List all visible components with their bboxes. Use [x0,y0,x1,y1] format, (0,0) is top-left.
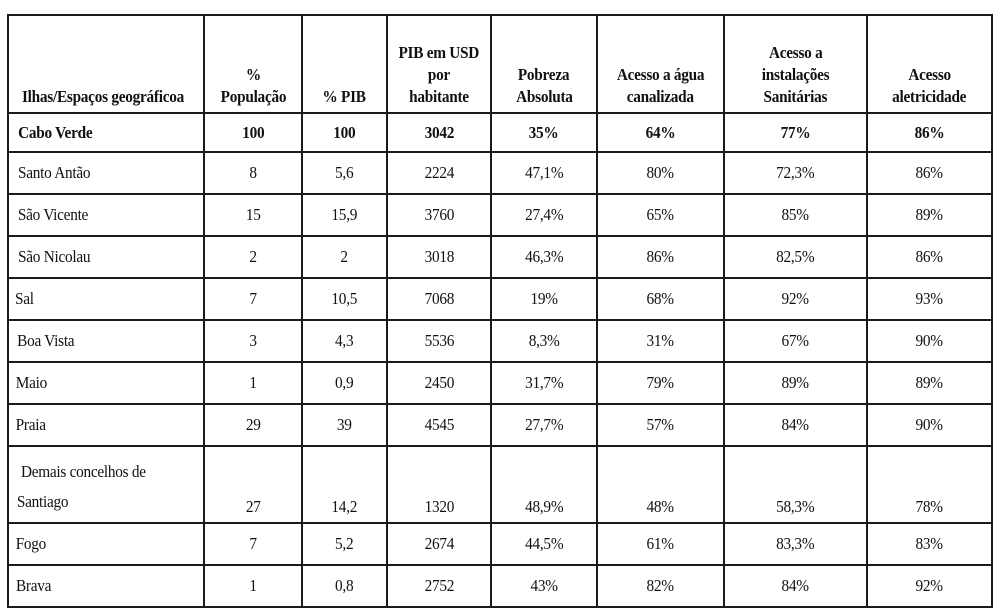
cell-absolute-poverty-text: 43% [530,576,558,595]
cell-island [8,194,204,236]
cell-water-access-text: 31% [646,331,675,350]
cell-electricity-access [867,113,992,152]
table-body [8,113,992,607]
cell-gdp-per-capita-text: 2450 [424,373,454,392]
cell-electricity-access [867,523,992,565]
cell-absolute-poverty [491,278,597,320]
cell-sanitation-access [724,113,867,152]
cell-electricity-access [867,236,992,278]
cell-water-access [597,446,724,523]
cell-island-line: Santiago [16,492,69,511]
cell-gdp-pct-text: 10,5 [331,289,358,308]
cell-island-text: Boa Vista [17,331,75,350]
table-row [8,404,992,446]
cell-gdp-per-capita [387,278,491,320]
cell-absolute-poverty [491,362,597,404]
island-statistics-table [7,14,993,608]
header-water-access [597,15,724,113]
cell-sanitation-access-text: 67% [781,331,810,350]
header-absolute-poverty-line: Absoluta [515,87,573,106]
cell-gdp-pct [302,152,387,194]
cell-island [8,113,204,152]
cell-sanitation-access [724,362,867,404]
cell-water-access-text: 79% [646,373,675,392]
cell-island-text: Praia [15,415,46,434]
cell-population-pct [204,113,302,152]
cell-sanitation-access [724,446,867,523]
cell-sanitation-access-text: 77% [780,122,811,142]
cell-sanitation-access-text: 84% [781,415,810,434]
cell-water-access-text: 64% [645,122,676,142]
header-sanitation-access [724,15,867,113]
cell-gdp-pct [302,404,387,446]
cell-island [8,236,204,278]
cell-water-access-text: 68% [646,289,675,308]
cell-sanitation-access [724,320,867,362]
cell-island [8,523,204,565]
cell-gdp-pct-text: 14,2 [331,497,358,516]
cell-gdp-pct-text: 15,9 [331,205,358,224]
table-row [8,194,992,236]
cell-gdp-per-capita-text: 2674 [424,534,454,553]
cell-population-pct-text: 29 [245,415,261,434]
cell-population-pct [204,362,302,404]
cell-electricity-access-text: 92% [915,576,944,595]
cell-water-access [597,113,724,152]
header-island [8,15,204,113]
cell-island-text: São Vicente [17,205,89,224]
cell-absolute-poverty [491,113,597,152]
cell-gdp-pct-text: 4,3 [335,331,354,350]
cell-sanitation-access-text: 82,5% [776,247,815,266]
cell-gdp-pct [302,362,387,404]
cell-electricity-access [867,446,992,523]
cell-absolute-poverty [491,565,597,607]
cell-electricity-access [867,320,992,362]
cell-sanitation-access-text: 85% [781,205,810,224]
cell-island [8,404,204,446]
cell-gdp-pct-text: 2 [340,247,349,266]
cell-absolute-poverty [491,236,597,278]
cell-sanitation-access [724,278,867,320]
cell-island-text: Fogo [15,534,47,553]
cell-sanitation-access-text: 83,3% [776,534,815,553]
cell-electricity-access-text: 78% [915,497,944,516]
table-row [8,523,992,565]
cell-population-pct-text: 27 [245,497,261,516]
header-gdp-pct-line: % PIB [322,87,367,106]
cell-island-text: Cabo Verde [18,122,93,142]
cell-island [8,278,204,320]
table-row [8,446,992,523]
cell-water-access [597,320,724,362]
cell-absolute-poverty-text: 27,7% [524,415,564,434]
cell-electricity-access-text: 89% [915,205,944,224]
header-absolute-poverty-line: Pobreza [518,65,570,84]
header-population-pct [204,15,302,113]
cell-sanitation-access-text: 72,3% [776,163,815,182]
data-table-container [7,14,991,608]
cell-water-access-text: 80% [646,163,675,182]
cell-population-pct [204,236,302,278]
cell-gdp-pct-text: 39 [337,415,352,434]
cell-population-pct-text: 1 [249,576,257,595]
cell-gdp-per-capita [387,152,491,194]
cell-island-line: Demais concelhos de [20,462,146,481]
cell-electricity-access-text: 86% [914,122,945,142]
cell-absolute-poverty-text: 47,1% [524,163,564,182]
cell-electricity-access [867,194,992,236]
cell-gdp-per-capita [387,236,491,278]
cell-absolute-poverty-text: 48,9% [524,497,564,516]
cell-island-text: Sal [15,289,34,308]
cell-water-access [597,194,724,236]
cell-sanitation-access-text: 58,3% [776,497,815,516]
cell-absolute-poverty [491,404,597,446]
cell-electricity-access-text: 90% [915,331,944,350]
cell-absolute-poverty-text: 19% [530,289,558,308]
cell-sanitation-access-text: 89% [781,373,810,392]
cell-electricity-access-text: 89% [915,373,944,392]
header-water-access-line: Acesso a água [616,65,705,84]
cell-absolute-poverty [491,523,597,565]
cell-electricity-access [867,404,992,446]
cell-gdp-pct-text: 0,8 [335,576,354,595]
header-gdp-per-capita-line: por habitante [409,65,469,106]
header-water-access-line: canalizada [626,87,694,106]
cell-gdp-pct [302,278,387,320]
cell-water-access-text: 57% [646,415,675,434]
cell-electricity-access [867,278,992,320]
cell-water-access-text: 86% [646,247,675,266]
cell-absolute-poverty-text: 27,4% [524,205,564,224]
cell-island [8,446,204,523]
table-row [8,236,992,278]
cell-population-pct [204,523,302,565]
cell-gdp-per-capita [387,362,491,404]
header-gdp-per-capita-line: PIB em USD [398,43,480,62]
cell-island-text: Maio [15,373,47,392]
cell-island-text: Brava [15,576,52,595]
cell-absolute-poverty-text: 35% [529,122,559,142]
cell-absolute-poverty [491,446,597,523]
cell-gdp-pct [302,194,387,236]
cell-absolute-poverty [491,320,597,362]
cell-gdp-per-capita-text: 3760 [424,205,454,224]
cell-gdp-pct-text: 5,2 [335,534,354,553]
header-electricity-access-line: Acesso [908,65,951,84]
cell-population-pct-text: 15 [245,205,261,224]
cell-sanitation-access [724,565,867,607]
header-gdp-per-capita [387,15,491,113]
cell-absolute-poverty [491,194,597,236]
cell-gdp-per-capita [387,404,491,446]
cell-water-access [597,152,724,194]
cell-island-text: São Nicolau [18,247,91,266]
cell-water-access [597,278,724,320]
cell-gdp-per-capita-text: 4545 [424,415,454,434]
cell-gdp-per-capita-text: 2224 [424,163,454,182]
cell-gdp-pct [302,446,387,523]
cell-electricity-access-text: 93% [915,289,944,308]
cell-water-access [597,404,724,446]
header-population-pct-line: População [220,87,286,106]
cell-sanitation-access [724,236,867,278]
cell-population-pct-text: 100 [241,122,265,142]
cell-electricity-access-text: 83% [915,534,944,553]
cell-population-pct-text: 3 [249,331,257,350]
cell-sanitation-access-text: 84% [781,576,810,595]
cell-gdp-per-capita [387,113,491,152]
cell-gdp-per-capita [387,446,491,523]
cell-electricity-access [867,362,992,404]
cell-population-pct-text: 7 [249,289,257,308]
cell-water-access [597,236,724,278]
cell-population-pct-text: 1 [249,373,257,392]
cell-water-access [597,362,724,404]
cell-gdp-pct [302,236,387,278]
cell-population-pct [204,278,302,320]
cell-gdp-per-capita-text: 1320 [424,497,454,516]
cell-electricity-access-text: 90% [915,415,944,434]
cell-gdp-per-capita-text: 3018 [424,247,454,266]
cell-absolute-poverty-text: 44,5% [524,534,564,553]
total-row [8,113,992,152]
cell-sanitation-access [724,404,867,446]
cell-population-pct [204,565,302,607]
cell-absolute-poverty-text: 8,3% [528,331,560,350]
cell-gdp-per-capita-text: 7068 [424,289,454,308]
cell-gdp-pct-text: 100 [333,122,356,142]
header-electricity-access [867,15,992,113]
cell-population-pct [204,320,302,362]
cell-gdp-per-capita [387,194,491,236]
cell-water-access [597,565,724,607]
cell-electricity-access-text: 86% [915,163,944,182]
cell-electricity-access [867,565,992,607]
header-row [8,15,992,113]
cell-sanitation-access [724,152,867,194]
cell-island [8,152,204,194]
table-row [8,565,992,607]
cell-water-access [597,523,724,565]
cell-gdp-per-capita-text: 2752 [424,576,454,595]
cell-gdp-pct [302,113,387,152]
cell-water-access-text: 65% [646,205,675,224]
cell-population-pct [204,446,302,523]
cell-gdp-per-capita [387,320,491,362]
cell-island [8,565,204,607]
header-sanitation-access-line: instalações [761,65,830,84]
cell-gdp-pct [302,523,387,565]
header-electricity-access-line: aletricidade [892,87,967,106]
cell-sanitation-access [724,194,867,236]
table-row [8,278,992,320]
header-sanitation-access-line: Sanitárias [763,87,828,106]
cell-island-text: Santo Antão [18,163,91,182]
cell-gdp-per-capita-text: 3042 [424,122,454,142]
cell-population-pct [204,404,302,446]
cell-sanitation-access-text: 92% [781,289,810,308]
table-row [8,320,992,362]
cell-electricity-access [867,152,992,194]
header-island-line: Ilhas/Espaços geográficoa [21,87,184,106]
header-absolute-poverty [491,15,597,113]
table-row [8,362,992,404]
cell-gdp-per-capita-text: 5536 [424,331,454,350]
cell-water-access-text: 48% [646,497,675,516]
cell-gdp-per-capita [387,565,491,607]
cell-island [8,320,204,362]
cell-absolute-poverty-text: 31,7% [524,373,564,392]
cell-electricity-access-text: 86% [915,247,944,266]
cell-population-pct-text: 7 [249,534,257,553]
cell-sanitation-access [724,523,867,565]
cell-gdp-pct-text: 5,6 [335,163,354,182]
cell-water-access-text: 82% [646,576,675,595]
header-gdp-pct [302,15,387,113]
cell-population-pct-text: 2 [249,247,257,266]
cell-island [8,362,204,404]
cell-gdp-per-capita [387,523,491,565]
cell-gdp-pct [302,565,387,607]
cell-population-pct [204,194,302,236]
cell-population-pct-text: 8 [249,163,257,182]
header-population-pct-line: % [245,65,261,84]
cell-absolute-poverty-text: 46,3% [524,247,564,266]
header-sanitation-access-line: Acesso a [768,43,823,62]
cell-absolute-poverty [491,152,597,194]
cell-gdp-pct-text: 0,9 [335,373,354,392]
cell-gdp-pct [302,320,387,362]
cell-population-pct [204,152,302,194]
cell-water-access-text: 61% [646,534,675,553]
table-row [8,152,992,194]
